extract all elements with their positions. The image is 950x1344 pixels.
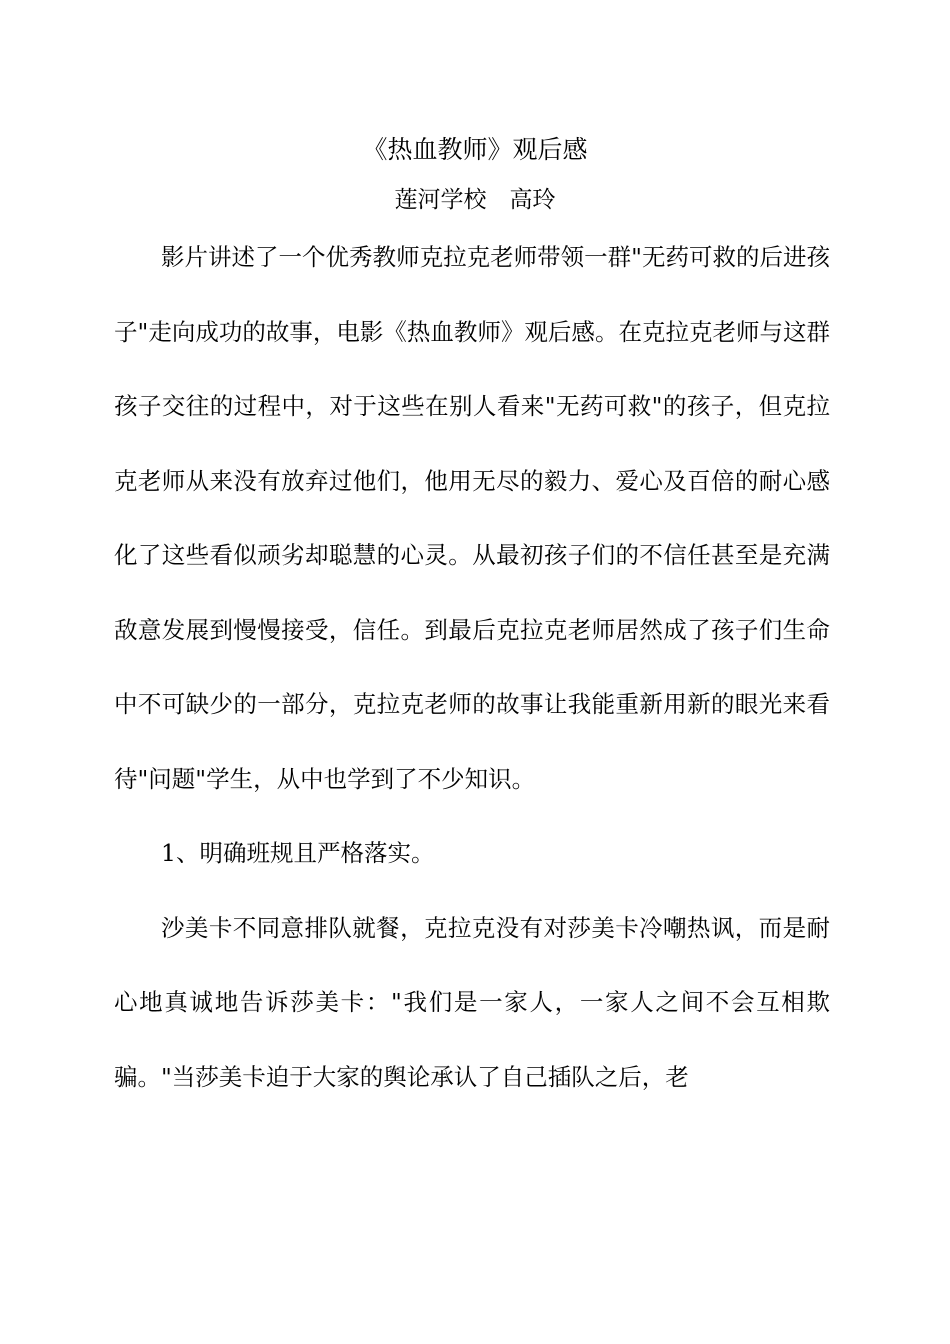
document-title: 《热血教师》观后感 [362, 135, 588, 164]
paragraph-heading-1: 1、明确班规且严格落实。 [161, 839, 435, 867]
paragraph-intro: 影片讲述了一个优秀教师克拉克老师带领一群"无药可救的后进孩子"走向成功的故事，电影《热血教师》观后感。在克拉克老师与这群孩子交往的过程中，对于这些在别人看来"无药可救"的孩子，但克拉克老师从来没有放弃过他们，他用无尽的毅力、爱心及百倍的耐心感化了这些看似顽劣却聪慧的心灵。从最初孩子们的不信任甚至是充满敌意发展到慢慢接受，信任。到最后克拉克老师居然成了孩子们生命中不可缺少的一部分，克拉克老师的故事让我能重新用新的眼光来看待"问题"学生，从中也学到了不少知识。 [114, 243, 830, 793]
document-body [114, 220, 830, 1114]
document-author: 莲河学校 高玲 [394, 187, 556, 213]
paragraph-example: 沙美卡不同意排队就餐，克拉克没有对莎美卡冷嘲热讽，而是耐心地真诚地告诉莎美卡："我们是一家人，一家人之间不会互相欺骗。"当莎美卡迫于大家的舆论承认了自己插队之后，老 [114, 913, 830, 1091]
